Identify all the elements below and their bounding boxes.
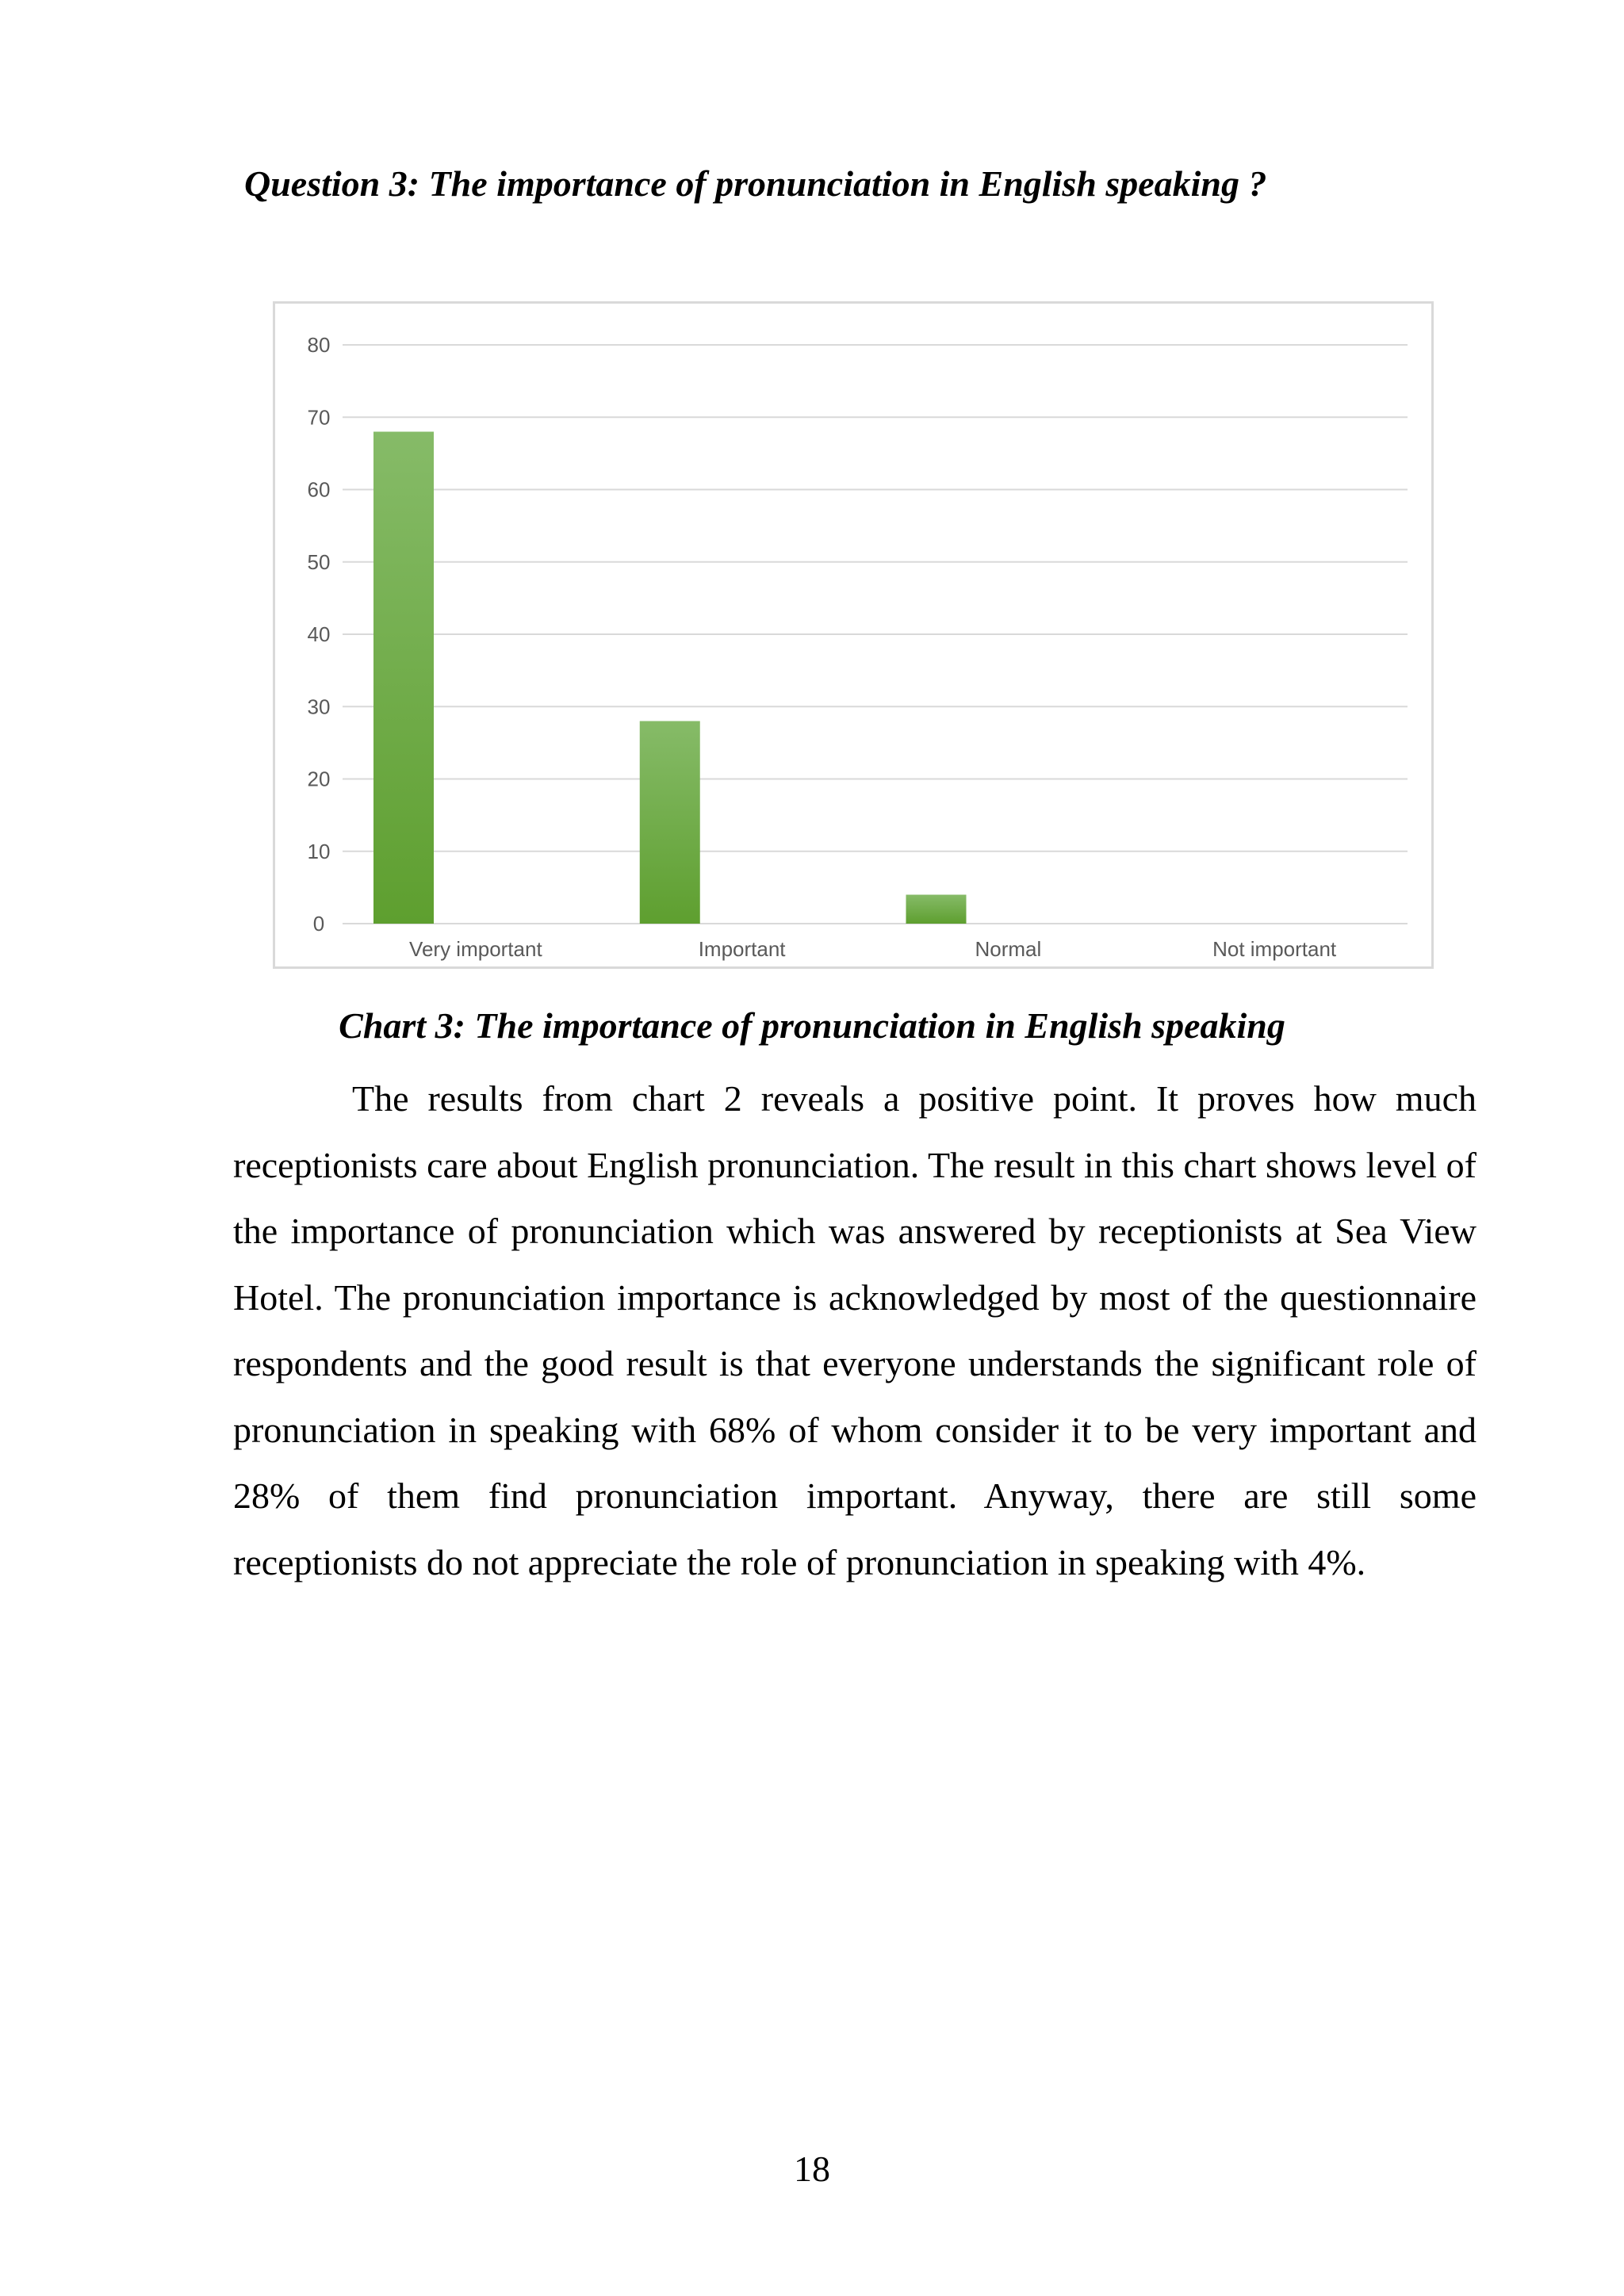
x-tick-label: Important bbox=[698, 937, 786, 961]
gridlines bbox=[343, 345, 1408, 924]
chart-caption: Chart 3: The importance of pronunciation in English speaking bbox=[339, 1005, 1285, 1046]
bars bbox=[373, 432, 1232, 924]
bar-chart bbox=[275, 304, 1431, 966]
x-tick-label: Not important bbox=[1212, 937, 1337, 961]
y-tick-label: 10 bbox=[307, 839, 331, 863]
y-axis-ticks bbox=[308, 333, 331, 936]
page-number: 18 bbox=[794, 2149, 830, 2189]
y-tick-label: 70 bbox=[307, 405, 331, 430]
y-tick-label: 50 bbox=[307, 549, 331, 574]
y-tick-label: 20 bbox=[307, 767, 331, 791]
bar bbox=[640, 721, 700, 924]
x-axis-labels bbox=[409, 937, 1337, 961]
body-paragraph: The results from chart 2 reveals a positive point. It proves how much receptionists care about English pronunciation. The result in this chart shows level of the importance of pronunciation which was answered by receptionists at Sea View Hotel. The pronunciation importance is acknowledged by most of the questionnaire respondents and the good result is that everyone understands the significant role of pronunciation in speaking with 68% of whom consider it to be very important and 28% of them find pronunciation important. Anyway, there are still some receptionists do not appreciate the role of pronunciation in speaking with 4%. bbox=[233, 1078, 1477, 1582]
y-tick-label: 60 bbox=[307, 477, 331, 502]
bar bbox=[906, 895, 967, 924]
y-tick-label: 30 bbox=[307, 695, 331, 719]
y-tick-label: 80 bbox=[307, 333, 331, 357]
bar bbox=[1172, 923, 1232, 924]
x-tick-label: Normal bbox=[975, 937, 1042, 961]
bar bbox=[373, 432, 434, 924]
y-tick-label: 40 bbox=[307, 622, 331, 646]
question-heading: Question 3: The importance of pronunciation in English speaking ? bbox=[244, 163, 1267, 204]
chart-container bbox=[273, 301, 1434, 969]
x-tick-label: Very important bbox=[409, 937, 542, 961]
y-tick-label: 0 bbox=[312, 912, 325, 936]
